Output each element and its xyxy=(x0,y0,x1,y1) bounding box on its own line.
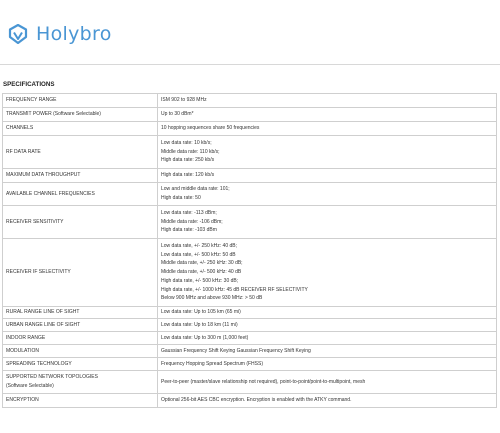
table-row xyxy=(3,319,497,332)
spec-name: RF DATA RATE xyxy=(6,148,41,155)
spec-value-cell xyxy=(158,136,497,169)
spec-value-cell xyxy=(158,122,497,136)
spec-value: ISM 902 to 928 MHz xyxy=(161,97,207,104)
spec-name: MODULATION xyxy=(6,347,39,354)
spec-value: Optional 256-bit AES CBC encryption. Encryption is enabled with the ATKY command. xyxy=(161,397,352,404)
table-row xyxy=(3,94,497,108)
spec-name: FREQUENCY RANGE xyxy=(6,97,57,104)
spec-name: CHANNELS xyxy=(6,125,34,132)
holybro-logo-icon xyxy=(8,24,28,44)
spec-name-cell xyxy=(3,122,158,136)
brand-logo[interactable] xyxy=(8,24,112,44)
table-row xyxy=(3,122,497,136)
spec-name: RURAL RANGE LINE OF SIGHT xyxy=(6,309,80,316)
spec-value: Low data rate: 10 kb/s; xyxy=(161,139,212,146)
spec-value: Up to 30 dBm* xyxy=(161,111,194,118)
spec-name-cell xyxy=(3,183,158,206)
spec-name-cell xyxy=(3,307,158,319)
spec-value-cell xyxy=(158,358,497,371)
spec-value: Low data rate: Up to 18 km (11 mi) xyxy=(161,321,238,328)
spec-name-cell xyxy=(3,169,158,183)
spec-value-cell xyxy=(158,169,497,183)
spec-value: Low data rate: Up to 105 km (65 mi) xyxy=(161,309,241,316)
section-title: SPECIFICATIONS xyxy=(3,81,55,88)
spec-value-cell xyxy=(158,307,497,319)
spec-name: AVAILABLE CHANNEL FREQUENCIES xyxy=(6,190,95,197)
spec-name: SUPPORTED NETWORK TOPOLOGIES xyxy=(6,374,98,381)
spec-name-cell xyxy=(3,394,158,408)
table-row xyxy=(3,358,497,371)
spec-value: Middle data rate: 110 kb/s; xyxy=(161,148,220,155)
spec-name: RECEIVER IF SELECTIVITY xyxy=(6,269,71,276)
spec-name-cell xyxy=(3,136,158,169)
spec-name-cell xyxy=(3,239,158,307)
spec-value: Frequency Hopping Spread Spectrum (FHSS) xyxy=(161,360,263,367)
spec-value-cell xyxy=(158,345,497,358)
table-row xyxy=(3,206,497,239)
spec-value: Low and middle data rate: 101; xyxy=(161,186,230,193)
spec-value-cell xyxy=(158,394,497,408)
spec-name-cell xyxy=(3,319,158,332)
brand-name: Holybro xyxy=(36,23,112,45)
spec-value: High data rate: 120 kb/s xyxy=(161,172,215,179)
spec-value: High data rate: 50 xyxy=(161,195,201,201)
spec-value-cell xyxy=(158,94,497,108)
spec-name-cell xyxy=(3,345,158,358)
spec-name-cell xyxy=(3,206,158,239)
spec-value: High data rate: 250 kb/s xyxy=(161,157,215,164)
spec-value: High data rate, +/- 500 kHz: 30 dB; xyxy=(161,277,239,284)
spec-value-cell xyxy=(158,206,497,239)
spec-name-cell xyxy=(3,94,158,108)
table-row xyxy=(3,108,497,122)
spec-name: SPREADING TECHNOLOGY xyxy=(6,360,72,367)
spec-value: High data rate: -103 dBm xyxy=(161,227,217,234)
site-header xyxy=(0,0,500,70)
spec-value: Gaussian Frequency Shift Keying Gaussian Frequency Shift Keying xyxy=(161,347,311,354)
table-row xyxy=(3,183,497,206)
spec-value: Low data rate, +/- 500 kHz: 50 dB xyxy=(161,251,236,258)
spec-value: Middle data rate, +/- 250 kHz: 30 dB; xyxy=(161,260,243,267)
spec-value-cell xyxy=(158,332,497,345)
spec-name-cell xyxy=(3,108,158,122)
spec-name-cell xyxy=(3,358,158,371)
spec-value-cell xyxy=(158,239,497,307)
spec-value: Low data rate: Up to 300 m (1,000 feet) xyxy=(161,334,249,341)
spec-value: Below 900 MHz and above 930 MHz: > 50 dB xyxy=(161,295,263,302)
table-row xyxy=(3,307,497,319)
spec-value: Middle data rate: -106 dBm; xyxy=(161,218,223,225)
spec-value: Low data rate: -113 dBm; xyxy=(161,209,217,216)
spec-name-cell xyxy=(3,371,158,394)
spec-value-cell xyxy=(158,108,497,122)
spec-value: Middle data rate, +/- 500 kHz: 40 dB xyxy=(161,269,242,276)
spec-value: Low data rate, +/- 250 kHz: 40 dB; xyxy=(161,242,238,249)
specifications-table xyxy=(2,93,497,408)
spec-name: RECEIVER SENSITIVITY xyxy=(6,218,64,225)
table-row xyxy=(3,136,497,169)
spec-value-cell xyxy=(158,183,497,206)
table-row xyxy=(3,371,497,394)
table-row xyxy=(3,345,497,358)
table-row xyxy=(3,394,497,408)
spec-name: TRANSMIT POWER (Software Selectable) xyxy=(6,111,101,118)
spec-value: Peer-to-peer (master/slave relationship not required), point-to-point/point-to-multipoint, mesh xyxy=(161,378,366,385)
table-row xyxy=(3,169,497,183)
spec-value-cell xyxy=(158,319,497,332)
spec-name: MAXIMUM DATA THROUGHPUT xyxy=(6,172,81,179)
spec-name: INDOOR RANGE xyxy=(6,334,46,341)
spec-name: ENCRYPTION xyxy=(6,397,39,404)
spec-value-cell xyxy=(158,371,497,394)
spec-value: High data rate, +/- 1000 kHz: 45 dB RECEIVER RF SELECTIVITY xyxy=(161,286,308,293)
header-divider xyxy=(0,64,500,65)
table-row xyxy=(3,332,497,345)
spec-name: (Software Selectable) xyxy=(6,383,54,389)
spec-name: URBAN RANGE LINE OF SIGHT xyxy=(6,321,81,328)
spec-name-cell xyxy=(3,332,158,345)
spec-value: 10 hopping sequences share 50 frequencies xyxy=(161,125,260,132)
table-row xyxy=(3,239,497,307)
